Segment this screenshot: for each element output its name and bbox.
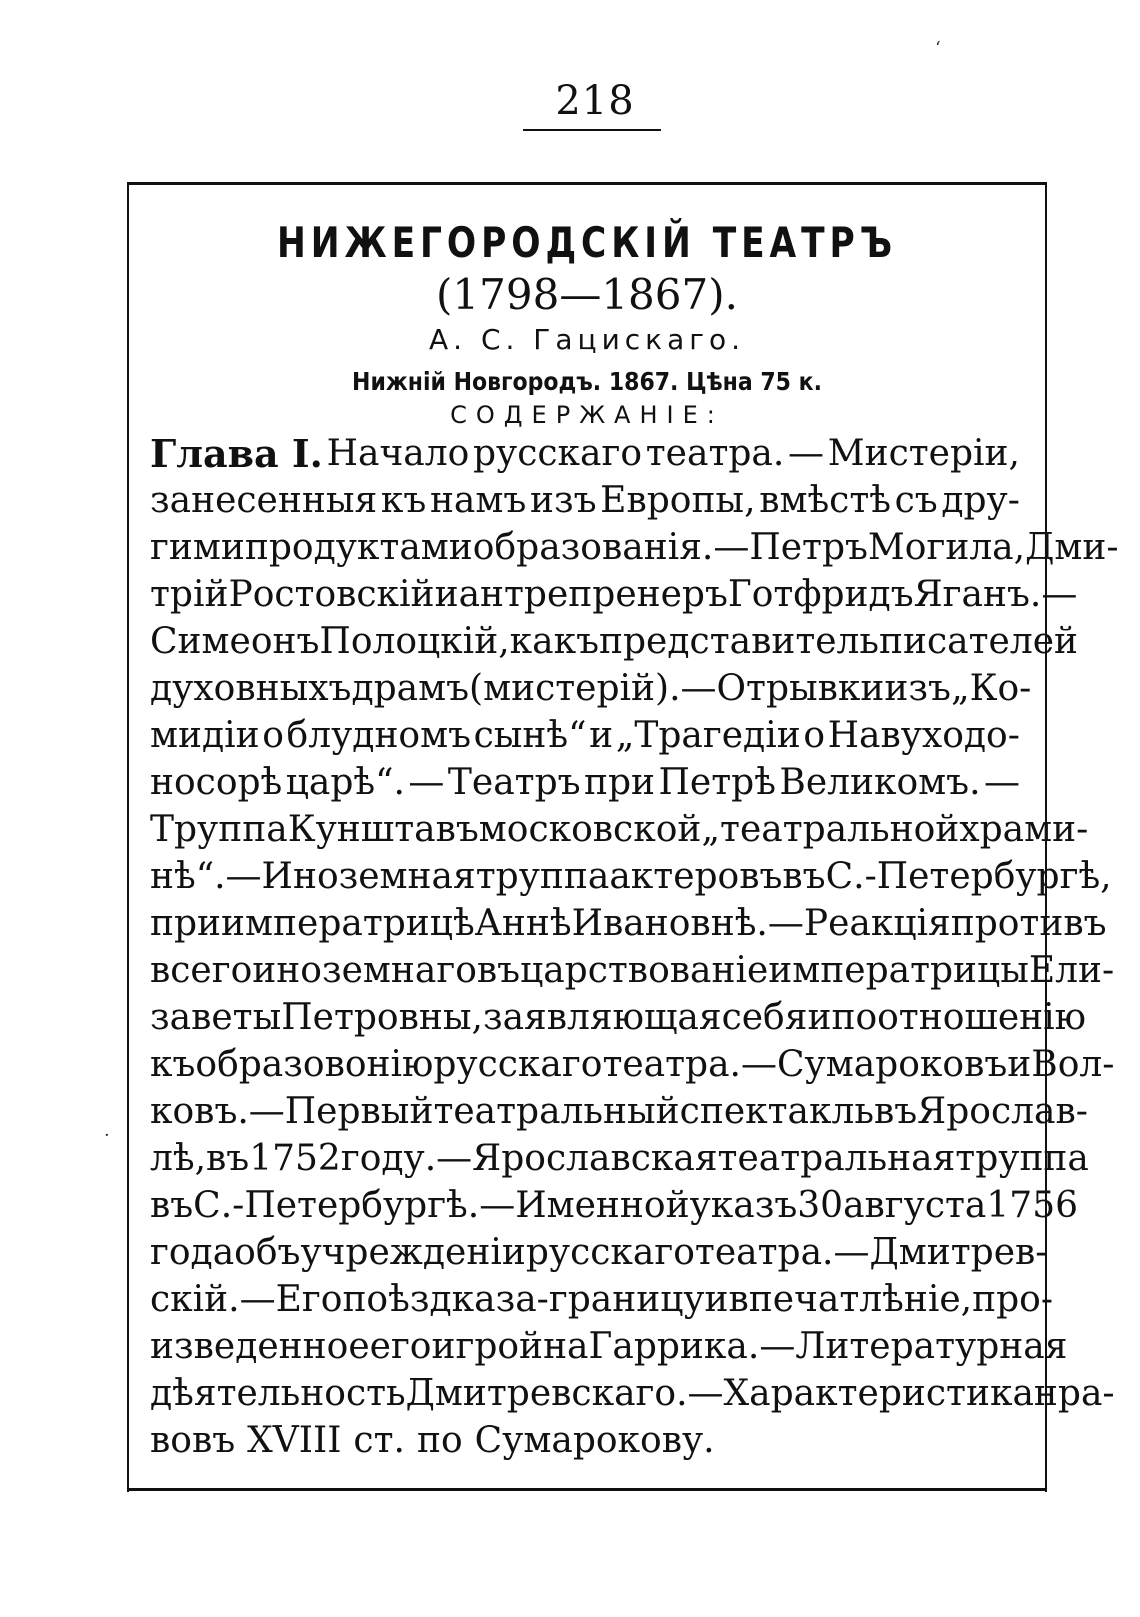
book-title: НИЖЕГОРОДСКІЙ ТЕАТРЪ bbox=[277, 218, 897, 267]
word: Аннѣ bbox=[474, 903, 572, 944]
contents-heading: СОДЕРЖАНІЕ: bbox=[450, 401, 724, 429]
contents-line bbox=[150, 571, 1078, 618]
word: Труппа bbox=[150, 809, 288, 850]
word: противъ bbox=[950, 903, 1107, 944]
word: театральный bbox=[433, 1091, 680, 1132]
word: его bbox=[369, 1326, 432, 1367]
word: заявляющая bbox=[482, 997, 722, 1038]
word: Дми- bbox=[1025, 527, 1119, 568]
word: — bbox=[984, 762, 1020, 803]
word: къ bbox=[150, 1044, 196, 1085]
word: вовъ bbox=[150, 1420, 236, 1461]
chapter-label: Глава I. bbox=[150, 431, 323, 476]
word: по bbox=[416, 1420, 463, 1461]
word: Готфридъ bbox=[727, 574, 914, 615]
word: учрежденіи bbox=[300, 1232, 526, 1273]
word: храми- bbox=[959, 809, 1089, 850]
word: въ bbox=[206, 1138, 250, 1179]
word: дѣятельность bbox=[150, 1373, 406, 1414]
word: себя bbox=[721, 997, 808, 1038]
word: С.-Петербургѣ, bbox=[825, 856, 1112, 897]
word: Великомъ. bbox=[779, 762, 981, 803]
word: Навуходо- bbox=[827, 715, 1020, 756]
word: русскаго bbox=[473, 433, 643, 474]
word: поѣздка bbox=[342, 1279, 496, 1320]
word: при bbox=[150, 903, 222, 944]
word: изъ bbox=[529, 480, 597, 521]
contents-line bbox=[150, 1323, 1068, 1370]
word: отношенію bbox=[877, 997, 1087, 1038]
contents-line bbox=[150, 1088, 1088, 1135]
word: — bbox=[408, 762, 445, 803]
edge-mark-top: ‘ bbox=[935, 38, 941, 59]
word: изведенное bbox=[150, 1326, 370, 1367]
word: по bbox=[831, 997, 878, 1038]
word: Литературная bbox=[795, 1326, 1068, 1367]
word: и bbox=[807, 997, 832, 1038]
word: занесенныя bbox=[150, 480, 378, 521]
word: — bbox=[833, 1232, 870, 1273]
page-number: 218 bbox=[555, 78, 635, 124]
contents-line bbox=[150, 665, 1032, 712]
word: носорѣ bbox=[150, 762, 283, 803]
contents-line bbox=[150, 1370, 1115, 1417]
frame-top-rule bbox=[127, 182, 1047, 185]
word: заветы bbox=[150, 997, 282, 1038]
contents-body bbox=[150, 430, 1119, 1464]
word: съ bbox=[894, 480, 938, 521]
word: нра- bbox=[1033, 1373, 1115, 1414]
word: объ bbox=[234, 1232, 301, 1273]
contents-line bbox=[150, 1135, 1089, 1182]
book-author: А. С. Гацискаго. bbox=[428, 323, 745, 356]
edge-mark-left: · bbox=[104, 1125, 110, 1146]
word: Начало bbox=[326, 433, 470, 474]
word: Яганъ.— bbox=[913, 574, 1078, 615]
word: лѣ, bbox=[150, 1138, 207, 1179]
word: „театральной bbox=[701, 809, 960, 850]
word: представитель bbox=[599, 621, 880, 662]
contents-line bbox=[150, 1276, 1054, 1323]
word: о bbox=[803, 715, 826, 756]
word: въ bbox=[782, 856, 826, 897]
word: 1756 bbox=[986, 1185, 1079, 1226]
word: какъ bbox=[509, 621, 600, 662]
word: на bbox=[543, 1326, 589, 1367]
word: — bbox=[788, 433, 825, 474]
word: труппа bbox=[475, 856, 610, 897]
book-imprint: Нижній Новгородъ. 1867. Цѣна 75 к. bbox=[352, 367, 822, 396]
word: антрепренеръ bbox=[458, 574, 728, 615]
contents-line bbox=[150, 947, 1115, 994]
word: образовонію bbox=[195, 1044, 434, 1085]
contents-line bbox=[150, 524, 1119, 571]
word: блудномъ bbox=[286, 715, 472, 756]
word: писателей bbox=[879, 621, 1079, 662]
word: ст. bbox=[353, 1420, 405, 1461]
word: Вол- bbox=[1031, 1044, 1115, 1085]
word: иноземнаго bbox=[252, 950, 477, 991]
word: 1752 bbox=[249, 1138, 341, 1179]
word: русскаго bbox=[525, 1232, 695, 1273]
word: въ bbox=[873, 1091, 918, 1132]
contents-line bbox=[150, 900, 1107, 947]
word: мидіи bbox=[150, 715, 260, 756]
word: труппа bbox=[955, 1138, 1089, 1179]
word: XVIII bbox=[247, 1420, 342, 1461]
word: ковъ.—Первый bbox=[150, 1091, 434, 1132]
word: и bbox=[589, 715, 614, 756]
word: императрицѣ bbox=[221, 903, 475, 944]
word: театра. bbox=[645, 433, 785, 474]
word: Ростовскій bbox=[228, 574, 435, 615]
word: Могила, bbox=[867, 527, 1026, 568]
word: Мистеріи, bbox=[827, 433, 1020, 474]
word: продуктами bbox=[244, 527, 473, 568]
word: въ bbox=[476, 950, 521, 991]
word: трій bbox=[150, 574, 229, 615]
word: Европы, bbox=[600, 480, 756, 521]
word: Куншта bbox=[287, 809, 436, 850]
word: театральная bbox=[717, 1138, 956, 1179]
contents-line bbox=[150, 1229, 1048, 1276]
word: въ bbox=[435, 809, 479, 850]
page-number-rule bbox=[523, 129, 661, 131]
word: вмѣстѣ bbox=[759, 480, 891, 521]
word: императрицы bbox=[768, 950, 1029, 991]
word: гими bbox=[150, 527, 245, 568]
word: нѣ“.—Иноземная bbox=[150, 856, 476, 897]
word: впечатлѣніе, bbox=[728, 1279, 973, 1320]
word: къ bbox=[380, 480, 427, 521]
word: и bbox=[1007, 1044, 1032, 1085]
frame-bottom-rule bbox=[127, 1488, 1047, 1491]
word: Ели- bbox=[1028, 950, 1115, 991]
word: Полоцкій, bbox=[319, 621, 510, 662]
word: царствованіе bbox=[520, 950, 769, 991]
word: (мистерій).—Отрывки bbox=[469, 668, 885, 709]
contents-line bbox=[150, 806, 1089, 853]
word: драмъ bbox=[351, 668, 470, 709]
word: и bbox=[434, 574, 459, 615]
word: года bbox=[150, 1232, 235, 1273]
contents-line bbox=[150, 712, 1020, 759]
word: сынѣ“ bbox=[473, 715, 587, 756]
contents-line bbox=[150, 1041, 1115, 1088]
word: духовныхъ bbox=[150, 668, 352, 709]
word: С.-Петербургѣ.—Именной bbox=[193, 1185, 690, 1226]
contents-line bbox=[150, 1182, 1079, 1229]
word: актеровъ bbox=[609, 856, 783, 897]
contents-line bbox=[150, 477, 1020, 524]
word: за-границу bbox=[495, 1279, 705, 1320]
word: Дмитрев- bbox=[869, 1232, 1048, 1273]
contents-line bbox=[150, 994, 1087, 1041]
word: „Ко- bbox=[950, 668, 1032, 709]
word: при bbox=[584, 762, 656, 803]
word: Ярослав- bbox=[917, 1091, 1088, 1132]
word: всего bbox=[150, 950, 253, 991]
contents-line bbox=[150, 1417, 1020, 1464]
word: Симеонъ bbox=[150, 621, 320, 662]
word: Сумарокову. bbox=[474, 1420, 715, 1461]
word: Петровны, bbox=[281, 997, 483, 1038]
word: Гаррика.— bbox=[588, 1326, 796, 1367]
word: „Трагедіи bbox=[615, 715, 801, 756]
word: Театръ bbox=[447, 762, 581, 803]
word: и bbox=[704, 1279, 729, 1320]
word: въ bbox=[150, 1185, 194, 1226]
word: Петрѣ bbox=[658, 762, 776, 803]
contents-line bbox=[150, 618, 1079, 665]
word: про- bbox=[972, 1279, 1054, 1320]
word: году.—Ярославская bbox=[340, 1138, 718, 1179]
word: августа bbox=[843, 1185, 987, 1226]
word: указъ bbox=[689, 1185, 798, 1226]
word: 30 bbox=[797, 1185, 844, 1226]
word: царѣ“. bbox=[285, 762, 405, 803]
word: Ивановнѣ.—Реакція bbox=[571, 903, 951, 944]
contents-line bbox=[150, 759, 1020, 806]
contents-line bbox=[150, 430, 1020, 477]
word: изъ bbox=[884, 668, 951, 709]
word: театра.—Сумароковъ bbox=[602, 1044, 1008, 1085]
word: Дмитревскаго.—Характеристика bbox=[405, 1373, 1034, 1414]
word: дру- bbox=[941, 480, 1020, 521]
word: игрой bbox=[431, 1326, 544, 1367]
word: намъ bbox=[429, 480, 527, 521]
contents-line bbox=[150, 853, 1112, 900]
word: спектакль bbox=[679, 1091, 874, 1132]
word: образованія.—Петръ bbox=[472, 527, 868, 568]
word: московской bbox=[478, 809, 702, 850]
word: театра. bbox=[694, 1232, 834, 1273]
book-years: (1798—1867). bbox=[436, 270, 738, 319]
word: скій.—Его bbox=[150, 1279, 343, 1320]
word: о bbox=[262, 715, 284, 756]
word: русскаго bbox=[433, 1044, 603, 1085]
